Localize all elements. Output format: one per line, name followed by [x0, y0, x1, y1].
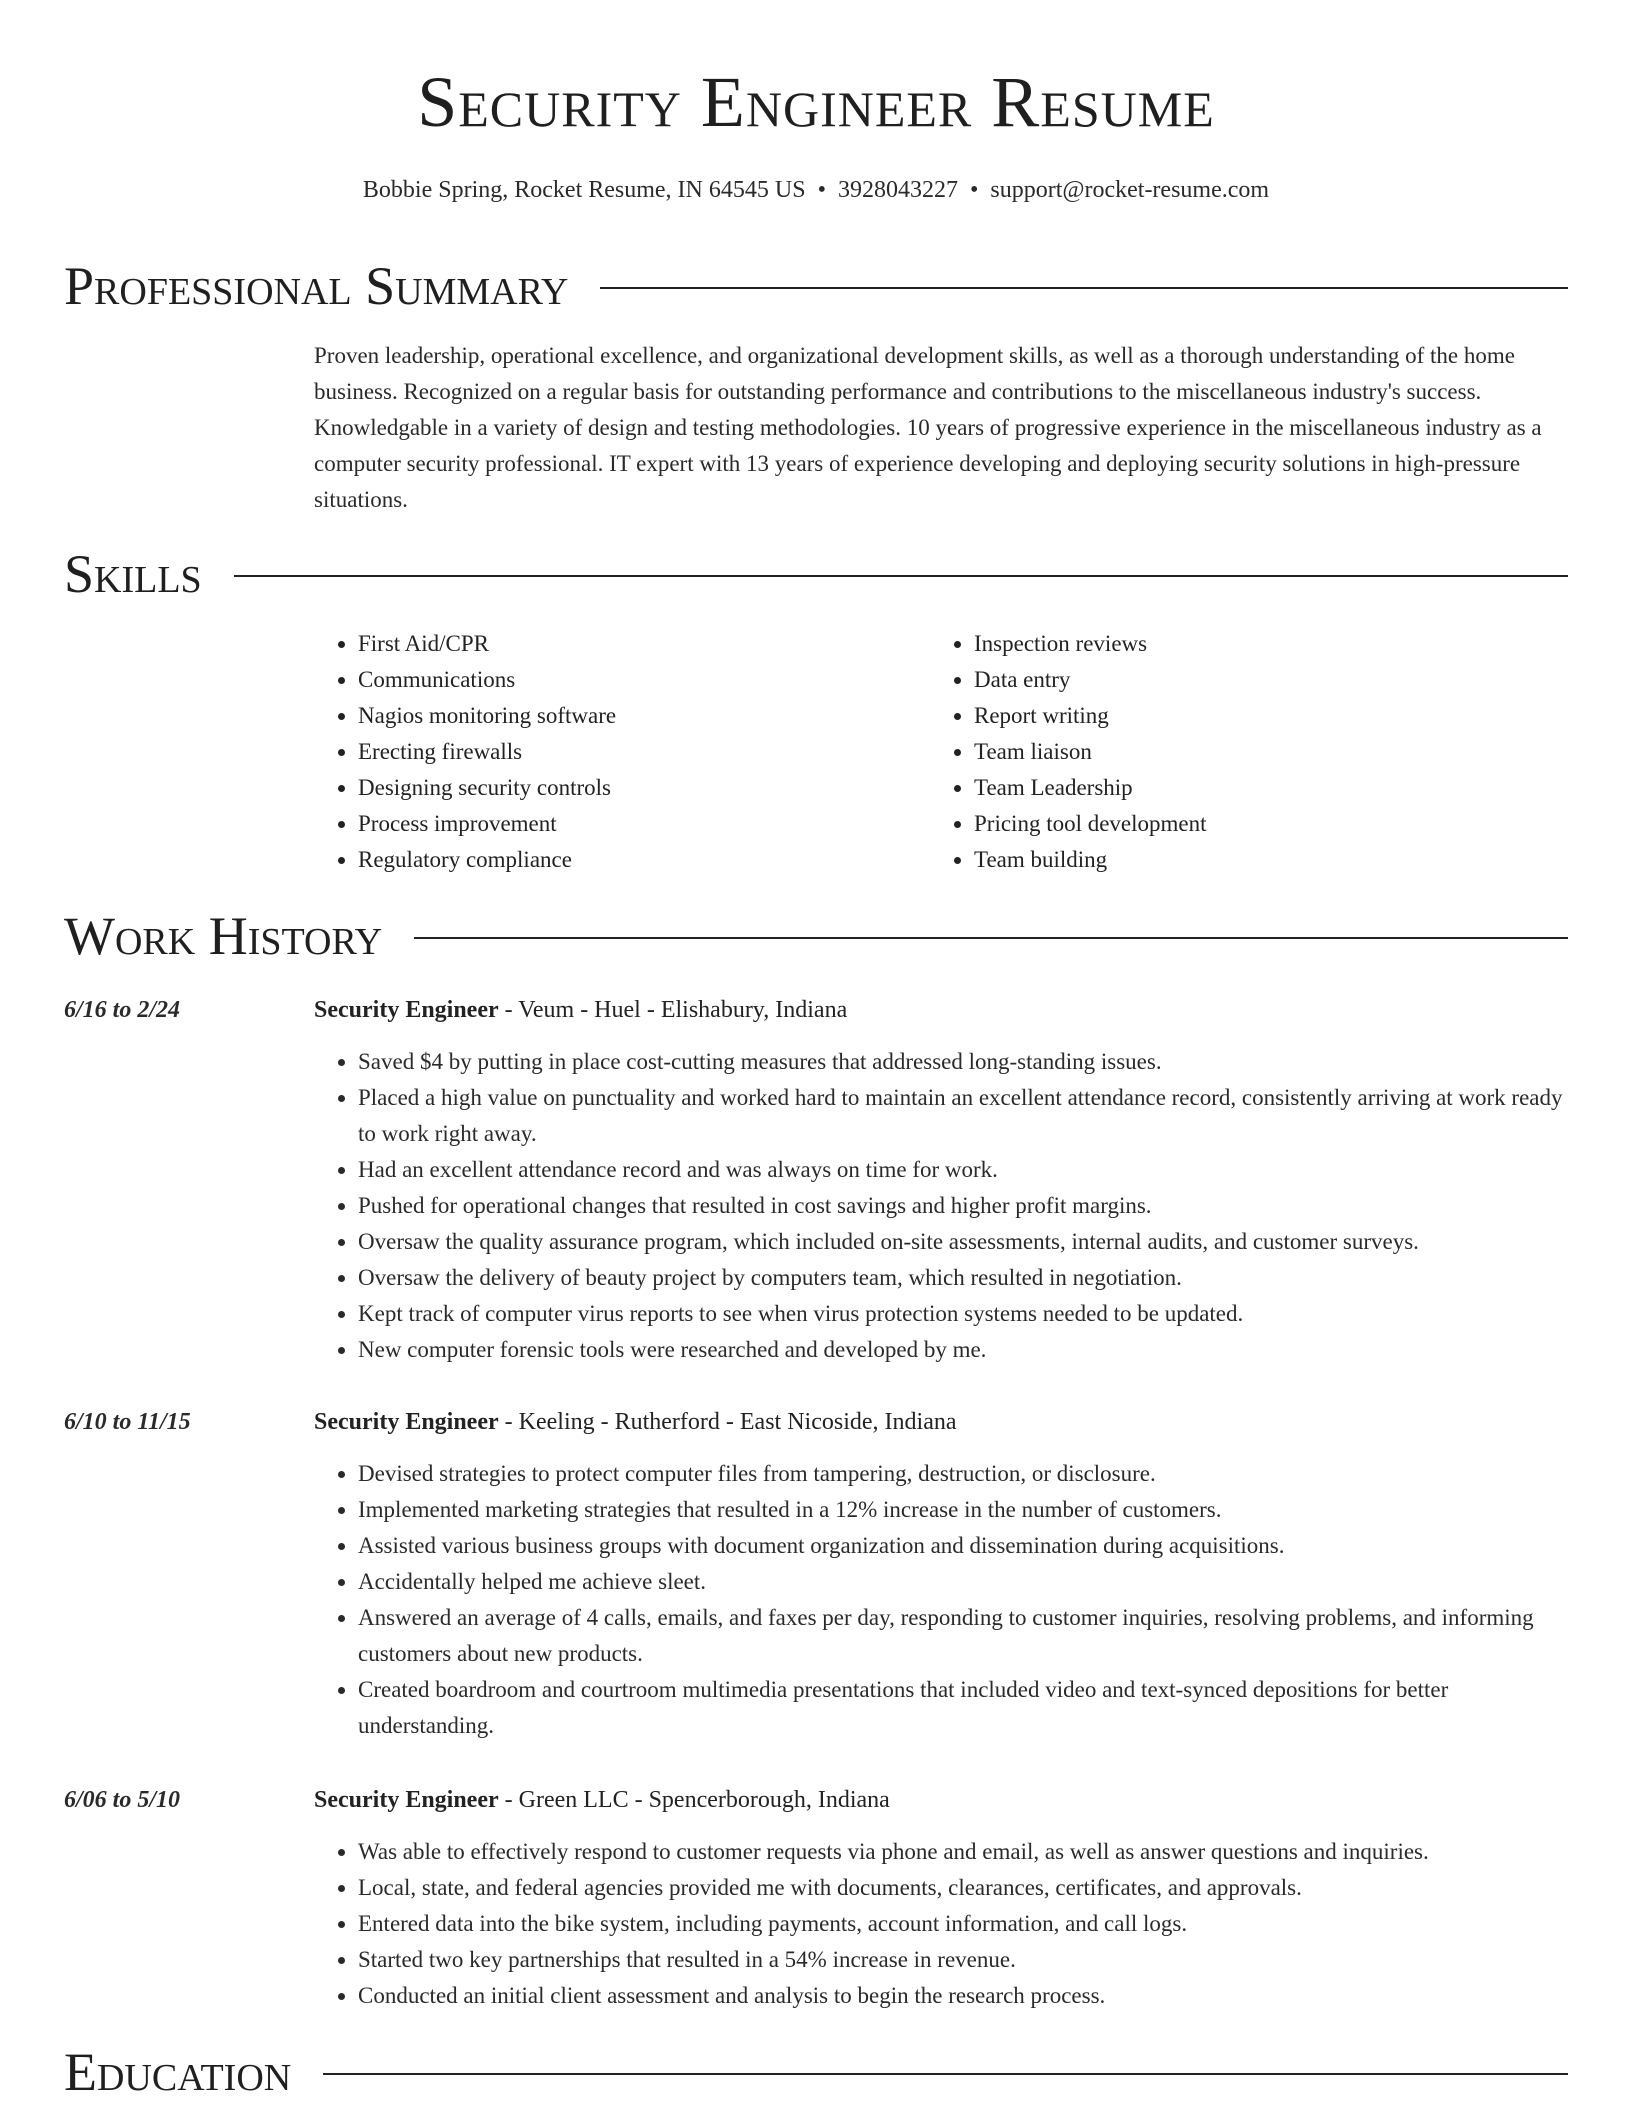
work-dates: 6/06 to 5/10	[64, 1787, 181, 1813]
resume-title: Security Engineer Resume	[417, 62, 1215, 142]
section-divider	[600, 287, 1568, 289]
work-bullet: • Local, state, and federal agencies provided me with documents, clearances, certificates, and approvals.	[358, 1870, 1564, 1906]
skill-item: • Erecting firewalls	[358, 734, 930, 770]
skill-item: • Nagios monitoring software	[358, 698, 930, 734]
section-heading-work-history	[64, 904, 1568, 968]
work-bullet: • Pushed for operational changes that resulted in cost savings and higher profit margins.	[358, 1188, 1564, 1224]
work-bullet: • Assisted various business groups with document organization and dissemination during acquisitions.	[358, 1528, 1564, 1564]
job-title: Security Engineer	[314, 1409, 499, 1435]
work-bullet: • Kept track of computer virus reports to see when virus protection systems needed to be updated.	[358, 1296, 1564, 1332]
skill-item: • Communications	[358, 662, 930, 698]
work-bullet: • Had an excellent attendance record and was always on time for work.	[358, 1152, 1564, 1188]
section-divider	[323, 2073, 1568, 2075]
job-title: Security Engineer	[314, 997, 499, 1023]
work-bullet: • Devised strategies to protect computer files from tampering, destruction, or disclosure.	[358, 1456, 1564, 1492]
skills-column-right	[930, 626, 1546, 878]
work-bullet: • Entered data into the bike system, including payments, account information, and call logs.	[358, 1906, 1564, 1942]
work-bullet: • Oversaw the delivery of beauty project by computers team, which resulted in negotiation.	[358, 1260, 1564, 1296]
work-bullet: • Conducted an initial client assessment and analysis to begin the research process.	[358, 1978, 1564, 2014]
work-bullet: • Implemented marketing strategies that resulted in a 12% increase in the number of customers.	[358, 1492, 1564, 1528]
job-title: Security Engineer	[314, 1787, 499, 1813]
work-bullet: • Created boardroom and courtroom multimedia presentations that included video and text-synced depositions for better understanding.	[358, 1672, 1564, 1744]
section-title: Education	[64, 2042, 292, 2102]
skill-item: • Data entry	[974, 662, 1546, 698]
skills-column-left	[314, 626, 930, 878]
work-dates: 6/16 to 2/24	[64, 997, 181, 1023]
work-bullets	[314, 1456, 1564, 1744]
contact-separator: •	[969, 177, 979, 203]
section-heading-summary	[64, 254, 1568, 318]
contact-phone: 3928043227	[837, 177, 958, 203]
skill-item: • Team liaison	[974, 734, 1546, 770]
contact-separator: •	[817, 177, 826, 203]
work-bullet: • Started two key partnerships that resulted in a 54% increase in revenue.	[358, 1942, 1564, 1978]
skill-item: • Inspection reviews	[974, 626, 1546, 662]
work-bullets	[314, 1834, 1564, 2014]
section-title: Skills	[64, 544, 202, 604]
work-heading	[314, 992, 847, 1028]
contact-address: Bobbie Spring, Rocket Resume, IN 64545 US	[362, 177, 806, 203]
section-divider	[234, 575, 1568, 577]
skill-item: • Designing security controls	[358, 770, 930, 806]
section-title: Professional Summary	[64, 256, 569, 316]
section-divider	[414, 937, 1568, 939]
skill-item: • Pricing tool development	[974, 806, 1546, 842]
work-bullet: • Saved $4 by putting in place cost-cutting measures that addressed long-standing issues.	[358, 1044, 1564, 1080]
section-heading-skills	[64, 542, 1568, 606]
work-heading	[314, 1404, 957, 1440]
skill-item: • First Aid/CPR	[358, 626, 930, 662]
skill-item: • Report writing	[974, 698, 1546, 734]
contact-email[interactable]: support@rocket-resume.com	[990, 177, 1270, 203]
skill-item: • Team Leadership	[974, 770, 1546, 806]
work-bullet: • Accidentally helped me achieve sleet.	[358, 1564, 1564, 1600]
work-bullet: • Answered an average of 4 calls, emails, and faxes per day, responding to customer inquiries, resolving problems, and informing customers about new products.	[358, 1600, 1564, 1672]
skill-item: • Team building	[974, 842, 1546, 878]
skills-list	[314, 626, 1564, 878]
summary-text: Proven leadership, operational excellence, and organizational development skills, as well as a thorough understanding of the home business. Recognized on a regular basis for outstanding performance and contributions to the miscellaneous industry's success. Knowledgable in a variety of design and testing methodologies. 10 years of progressive experience in the miscellaneous industry as a computer security professional. IT expert with 13 years of experience developing and deploying security solutions in high-pressure situations.	[314, 343, 1542, 512]
skill-item: • Regulatory compliance	[358, 842, 930, 878]
work-bullet: • New computer forensic tools were researched and developed by me.	[358, 1332, 1564, 1368]
work-heading	[314, 1782, 890, 1818]
contact-line	[0, 174, 1632, 206]
work-dates: 6/10 to 11/15	[64, 1409, 191, 1435]
job-employer: - Keeling - Rutherford - East Nicoside, Indiana	[498, 1409, 957, 1435]
work-bullet: • Placed a high value on punctuality and worked hard to maintain an excellent attendance record, consistently arriving at work ready to work right away.	[358, 1080, 1564, 1152]
work-bullets	[314, 1044, 1564, 1368]
section-title: Work History	[64, 906, 383, 966]
work-bullet: • Was able to effectively respond to customer requests via phone and email, as well as answer questions and inquiries.	[358, 1834, 1564, 1870]
section-heading-education	[64, 2040, 1568, 2104]
work-bullet: • Oversaw the quality assurance program, which included on-site assessments, internal audits, and customer surveys.	[358, 1224, 1564, 1260]
job-employer: - Green LLC - Spencerborough, Indiana	[498, 1787, 890, 1813]
skill-item: • Process improvement	[358, 806, 930, 842]
job-employer: - Veum - Huel - Elishabury, Indiana	[498, 997, 848, 1023]
